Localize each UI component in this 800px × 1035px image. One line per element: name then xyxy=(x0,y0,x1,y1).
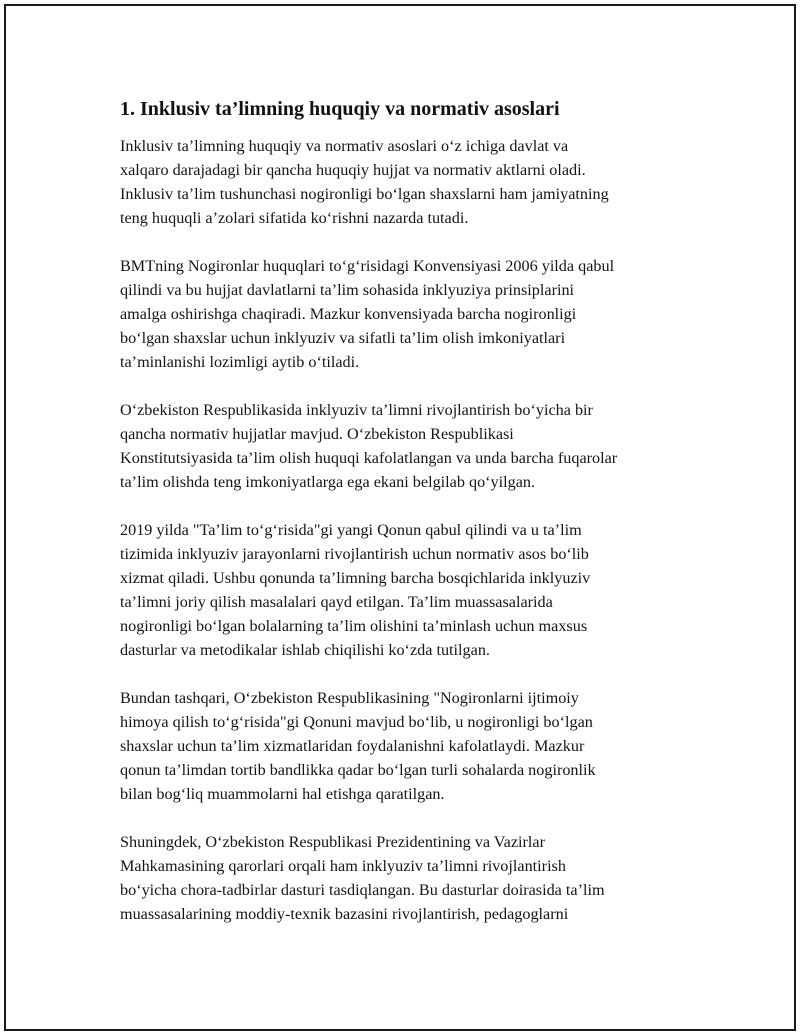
text-line: BMTning Nogironlar huquqlari to‘g‘risidagi Konvensiyasi 2006 yilda qabul xyxy=(120,257,615,275)
text-line: Konstitutsiyasida ta’lim olish huquqi kafolatlangan va unda barcha fuqarolar xyxy=(120,449,618,467)
text-line: qilindi va bu hujjat davlatlarni ta’lim sohasida inklyuziya prinsiplarini xyxy=(120,281,575,299)
paragraph-2 xyxy=(120,254,710,374)
text-line: shaxslar uchun ta’lim xizmatlaridan foydalanishni kafolatlaydi. Mazkur xyxy=(120,737,585,755)
text-line: bo‘lgan shaxslar uchun inklyuziv va sifatli ta’lim olish imkoniyatlari xyxy=(120,329,566,347)
text-line: bo‘yicha chora-tadbirlar dasturi tasdiqlangan. Bu dasturlar doirasida ta’lim xyxy=(120,881,605,899)
paragraph-5 xyxy=(120,686,710,806)
document-body xyxy=(120,96,710,950)
text-line: ta’minlanishi lozimligi aytib o‘tiladi. xyxy=(120,353,360,371)
text-line: ta’lim olishda teng imkoniyatlarga ega ekani belgilab qo‘yilgan. xyxy=(120,473,536,491)
text-line: xizmat qiladi. Ushbu qonunda ta’limning barcha bosqichlarida inklyuziv xyxy=(120,569,591,587)
text-line: O‘zbekiston Respublikasida inklyuziv ta’limni rivojlantirish bo‘yicha bir xyxy=(120,401,593,419)
text-line: teng huquqli a’zolari sifatida ko‘rishni nazarda tutadi. xyxy=(120,209,469,227)
paragraph-3 xyxy=(120,398,710,494)
paragraph-6 xyxy=(120,830,710,926)
text-line: muassasalarining moddiy-texnik bazasini rivojlantirish, pedagoglarni xyxy=(120,905,569,923)
text-line: nogironligi bo‘lgan bolalarning ta’lim olishini ta’minlash uchun maxsus xyxy=(120,617,588,635)
text-line: Inklusiv ta’limning huquqiy va normativ asoslari o‘z ichiga davlat va xyxy=(120,137,569,155)
paragraph-4 xyxy=(120,518,710,662)
text-line: qancha normativ hujjatlar mavjud. O‘zbekiston Respublikasi xyxy=(120,425,514,443)
text-line: xalqaro darajadagi bir qancha huquqiy hujjat va normativ aktlarni oladi. xyxy=(120,161,586,179)
page-frame xyxy=(4,4,796,1031)
text-line: himoya qilish to‘g‘risida"gi Qonuni mavjud bo‘lib, u nogironligi bo‘lgan xyxy=(120,713,593,731)
text-line: dasturlar va metodikalar ishlab chiqilishi ko‘zda tutilgan. xyxy=(120,641,490,659)
text-line: ta’limni joriy qilish masalalari qayd etilgan. Ta’lim muassasalarida xyxy=(120,593,553,611)
text-line: 2019 yilda "Ta’lim to‘g‘risida"gi yangi Qonun qabul qilindi va u ta’lim xyxy=(120,521,582,539)
text-line: amalga oshirishga chaqiradi. Mazkur konvensiyada barcha nogironligi xyxy=(120,305,577,323)
text-line: tizimida inklyuziv jarayonlarni rivojlantirish uchun normativ asos bo‘lib xyxy=(120,545,589,563)
paragraph-1 xyxy=(120,134,710,230)
text-line: Inklusiv ta’lim tushunchasi nogironligi bo‘lgan shaxslarni ham jamiyatning xyxy=(120,185,609,203)
text-line: qonun ta’limdan tortib bandlikka qadar bo‘lgan turli sohalarda nogironlik xyxy=(120,761,596,779)
text-line: Mahkamasining qarorlari orqali ham inklyuziv ta’limni rivojlantirish xyxy=(120,857,566,875)
text-line: bilan bog‘liq muammolarni hal etishga qaratilgan. xyxy=(120,785,445,803)
text-line: Bundan tashqari, O‘zbekiston Respublikasining "Nogironlarni ijtimoiy xyxy=(120,689,579,707)
section-heading: 1. Inklusiv ta’limning huquqiy va normativ asoslari xyxy=(120,98,560,120)
text-line: Shuningdek, O‘zbekiston Respublikasi Prezidentining va Vazirlar xyxy=(120,833,545,851)
